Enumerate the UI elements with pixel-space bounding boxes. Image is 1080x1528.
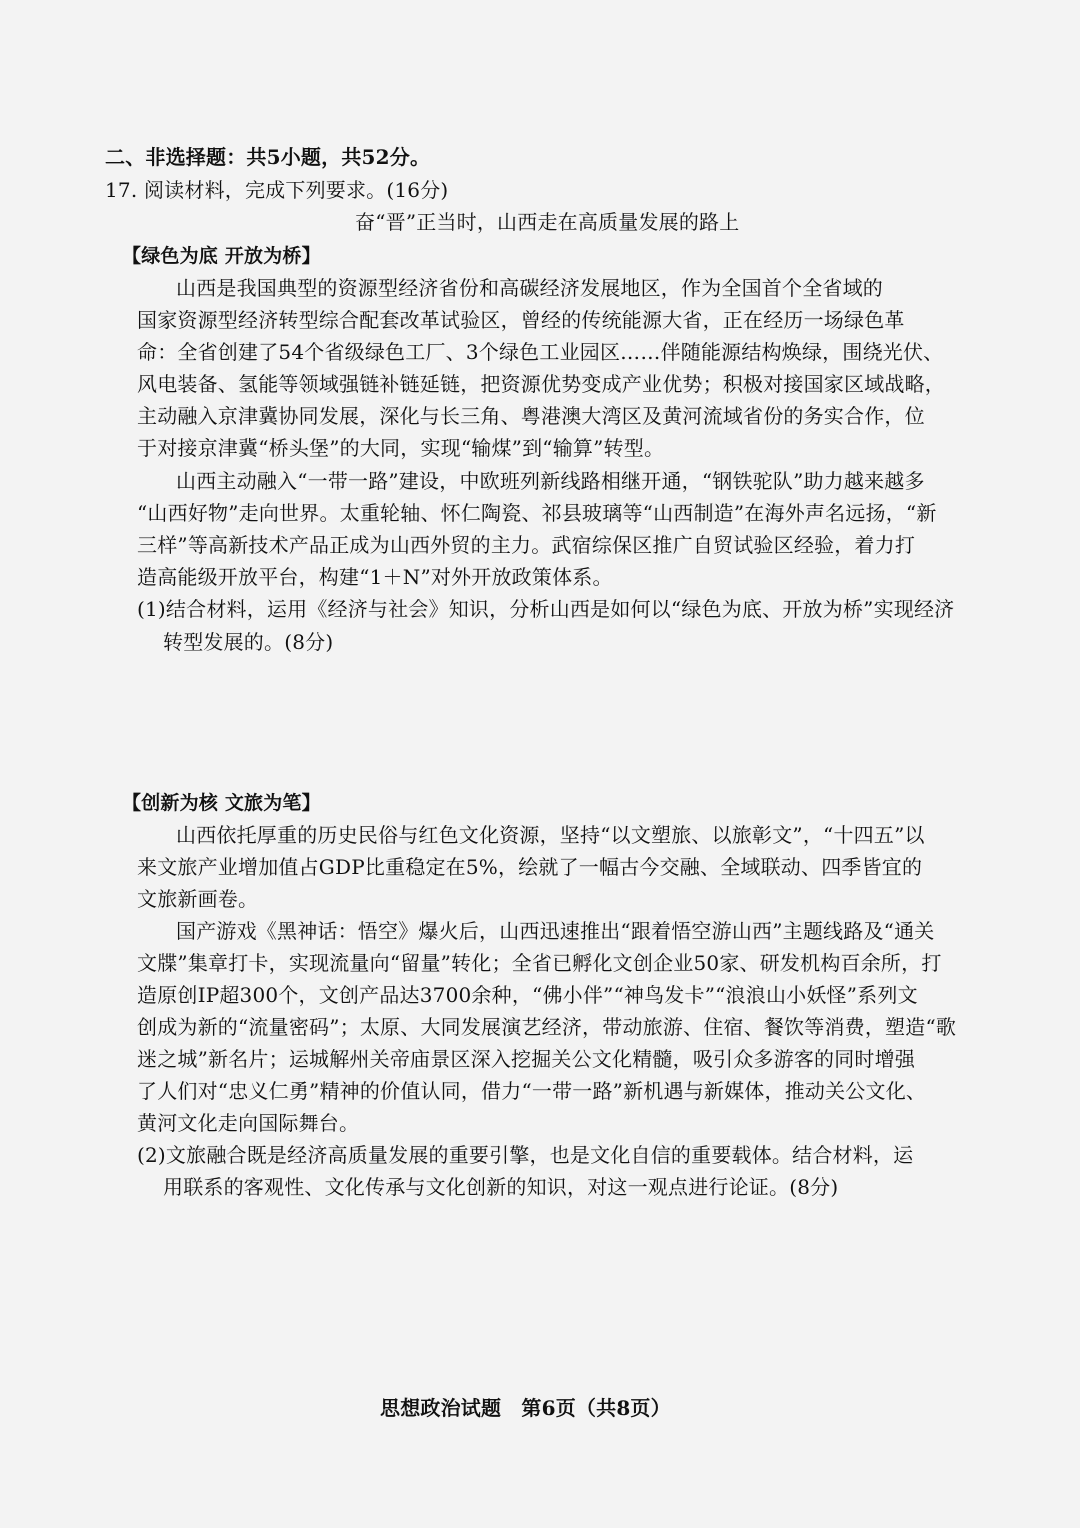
part1-para1-line: 山西是我国典型的资源型经济省份和高碳经济发展地区，作为全国首个全省域的 [176,276,883,300]
part1-para1-line: 风电装备、氢能等领域强链补链延链，把资源优势变成产业优势；积极对接国家区域战略， [137,372,945,396]
part1-heading: 【绿色为底 开放为桥】 [122,245,321,267]
question-17-prompt: 17. 阅读材料，完成下列要求。(16分) [105,178,449,202]
part1-para2-line: 山西主动融入“一带一路”建设，中欧班列新线路相继开通，“钢铁驼队”助力越来越多 [176,469,925,493]
part2-para1-line: 来文旅产业增加值占GDP比重稳定在5%，绘就了一幅古今交融、全域联动、四季皆宜的 [137,855,923,879]
part2-para1-line: 山西依托厚重的历史民俗与红色文化资源，坚持“以文塑旅、以旅彰文”，“十四五”以 [176,823,925,847]
part2-para2-line: 了人们对“忠义仁勇”精神的价值认同，借力“一带一路”新机遇与新媒体，推动关公文化、 [137,1079,927,1103]
section-title: 二、非选择题：共5小题，共52分。 [105,145,431,169]
part1-para2-line: 三样”等高新技术产品正成为山西外贸的主力。武宿综保区推广自贸试验区经验，着力打 [137,533,916,557]
sub-question-2: (2)文旅融合既是经济高质量发展的重要引擎，也是文化自信的重要载体。结合材料，运 [137,1143,914,1167]
part2-heading: 【创新为核 文旅为笔】 [122,792,321,814]
sub-question-1: (1)结合材料，运用《经济与社会》知识，分析山西是如何以“绿色为底、开放为桥”实现经济 [137,597,955,621]
part2-para2-line: 黄河文化走向国际舞台。 [137,1111,360,1135]
page-footer: 思想政治试题 第6页（共8页） [380,1396,671,1420]
part1-para2-line: “山西好物”走向世界。太重轮轴、怀仁陶瓷、祁县玻璃等“山西制造”在海外声名远扬，“新 [137,501,937,525]
part1-para2-line: 造高能级开放平台，构建“1＋N”对外开放政策体系。 [137,565,613,589]
part1-para1-line: 命：全省创建了54个省级绿色工厂、3个绿色工业园区……伴随能源结构焕绿，围绕光伏、 [137,340,944,364]
part1-para1-line: 于对接京津冀“桥头堡”的大同，实现“输煤”到“输算”转型。 [137,436,665,460]
sub-question-1-cont: 转型发展的。(8分) [163,630,334,654]
part2-para2-line: 造原创IP超300个，文创产品达3700余种，“佛小伴”“神鸟发卡”“浪浪山小妖怪”系列文 [137,983,918,1007]
part2-para2-line: 创成为新的“流量密码”；太原、大同发展演艺经济，带动旅游、住宿、餐饮等消费，塑造“歌 [137,1015,957,1039]
part2-para2-line: 国产游戏《黑神话：悟空》爆火后，山西迅速推出“跟着悟空游山西”主题线路及“通关 [176,919,935,943]
sub-question-2-cont: 用联系的客观性、文化传承与文化创新的知识，对这一观点进行论证。(8分) [163,1175,839,1199]
article-title: 奋“晋”正当时，山西走在高质量发展的路上 [355,210,740,234]
part2-para1-line: 文旅新画卷。 [137,887,259,911]
part2-para2-line: 迷之城”新名片；运城解州关帝庙景区深入挖掘关公文化精髓，吸引众多游客的同时增强 [137,1047,916,1071]
part2-para2-line: 文牒”集章打卡，实现流量向“留量”转化；全省已孵化文创企业50家、研发机构百余所，打 [137,951,942,975]
part1-para1-line: 主动融入京津冀协同发展，深化与长三角、粤港澳大湾区及黄河流域省份的务实合作，位 [137,404,925,428]
part1-para1-line: 国家资源型经济转型综合配套改革试验区，曾经的传统能源大省，正在经历一场绿色革 [137,308,905,332]
